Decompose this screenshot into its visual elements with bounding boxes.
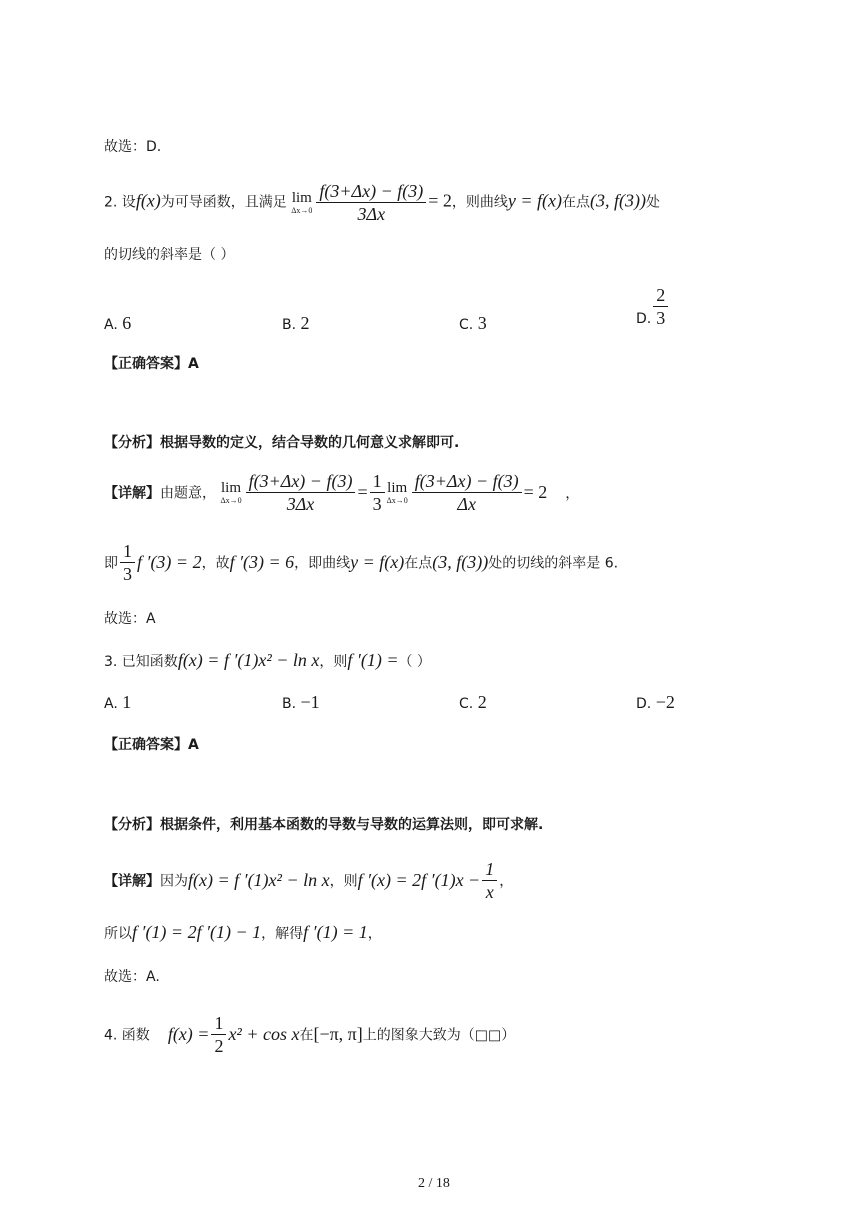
q2-detail-one-third-b: $\frac{1}{3}$ [120,540,135,585]
q1-conclusion: 故选：D. [104,139,162,155]
q2-detail-one-third: $\frac{1}{3}$ [370,470,385,515]
q2-detail-fraction1: $\frac{f(3+\Delta x) - f(3)}{3\Delta x}$ [246,470,356,515]
q3-detail-fraction: $\frac{1}{x}$ [482,858,497,903]
q3-detail-line1: 【详解】因为f(x) = f ′(1)x² − ln x，则f ′(x) = 2f ′(1)x − $\frac{1}{x}$ ， [104,859,514,902]
q2-option-c: C. 3 [459,313,487,333]
q3-option-a: A. 1 [104,692,132,712]
q2-option-a: A. 6 [104,313,132,333]
q2-stem-e: 处 [646,194,660,211]
q2-detail-line2: 即 $\frac{1}{3}$ f ′(3) = 2，故f ′(3) = 6，即曲线y = f(x)在点(3, f(3))处的切线的斜率是 6. [104,541,619,584]
q2-detail-fraction2: $\frac{f(3+\Delta x) - f(3)}{\Delta x}$ [412,470,522,515]
q4-stem: 4. 函数 f(x) = $\frac{1}{2}$ x² + cos x在[−π, π]上的图象大致为（□□） [104,1013,516,1056]
q2-point: (3, f(3)) [590,190,646,211]
q3-option-c: C. 2 [459,692,487,712]
q2-answer: 【正确答案】A [104,356,199,372]
q2-conclusion: 故选：A [104,611,156,627]
q2-stem-line2: 的切线的斜率是（ ） [104,247,235,263]
q4-half-fraction: $\frac{1}{2}$ [211,1012,226,1057]
q3-function: f(x) = f ′(1)x² − ln x [177,650,320,670]
q3-option-b: B. −1 [282,692,320,712]
page-number: 2 / 18 [418,1176,450,1191]
q2-fx: f(x) [135,190,161,211]
q3-conclusion: 故选：A. [104,969,160,985]
q2-limit-operator: lim Δx→0 [291,189,313,215]
q3-analysis: 【分析】根据条件，利用基本函数的导数与导数的运算法则，即可求解. [104,817,544,833]
q3-stem: 3. 已知函数f(x) = f ′(1)x² − ln x，则f ′(1) =（ ） [104,650,431,670]
q2-detail-limit1: lim Δx→0 [220,479,242,505]
q2-detail-label: 【详解】 [104,485,160,502]
q2-detail-limit2: lim Δx→0 [386,479,408,505]
q2-detail-line1: 【详解】由题意， lim Δx→0 $\frac{f(3+\Delta x) - f(3)}{3\Delta x}$ = $\frac{1}{3}$ lim Δx→0 $\frac{f(3+\Delta x) - f(3)}{\Delta x}$ = 2 ， [104,471,580,514]
q4-interval: [−π, π] [313,1024,363,1044]
q3-detail-line2: 所以f ′(1) = 2f ′(1) − 1，解得f ′(1) = 1， [104,922,382,942]
q3-answer: 【正确答案】A [104,737,199,753]
q3-option-d: D. −2 [636,692,675,712]
q2-analysis: 【分析】根据导数的定义，结合导数的几何意义求解即可. [104,435,460,451]
q2-option-b: B. 2 [282,313,310,333]
q2-condition-rhs: = 2 [428,190,452,211]
q2-curve: y = f(x) [507,190,563,211]
q2-stem-line1 [104,180,660,225]
q2-condition-fraction: $\frac{f(3+\Delta x) - f(3)}{3\Delta x}$ [316,180,426,225]
q2-stem-d: 在点 [562,194,591,211]
q2-option-d: D. $\frac{2}{3}$ [636,284,670,329]
q2-stem-c: ，则曲线 [451,194,508,211]
q3-ask: f ′(1) = [347,650,399,670]
q2-stem-b: 为可导函数，且满足 [160,194,287,211]
q2-option-d-fraction: $\frac{2}{3}$ [653,284,668,329]
q2-stem-a: 2. 设 [104,194,136,211]
